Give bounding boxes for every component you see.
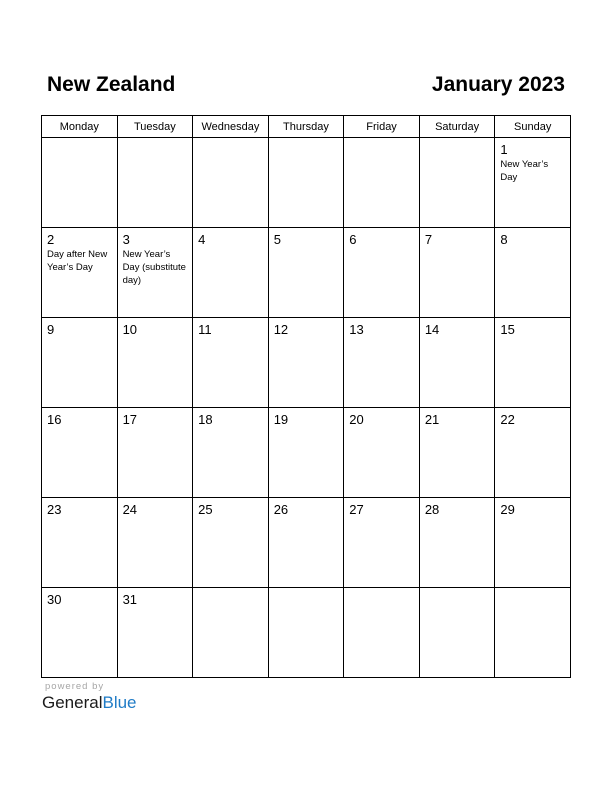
day-number: 7: [424, 232, 433, 247]
weekday-thursday: Thursday: [268, 116, 344, 138]
day-number: 18: [198, 412, 213, 427]
day-number: 15: [500, 322, 515, 337]
day-number: 11: [198, 322, 212, 337]
day-cell: [42, 228, 118, 318]
holiday-label: New Year’s Day (substitute day): [122, 249, 186, 286]
powered-by-text: powered by: [45, 681, 105, 692]
day-number: 20: [349, 412, 364, 427]
day-cell: [344, 318, 420, 408]
calendar-grid: [41, 115, 571, 678]
day-cell: [419, 408, 495, 498]
day-cell: [268, 228, 344, 318]
day-number: 4: [198, 232, 206, 247]
day-cell: [117, 588, 193, 678]
day-cell: [117, 318, 193, 408]
day-cell: [344, 498, 420, 588]
footer: [42, 681, 137, 713]
day-number: 5: [273, 232, 281, 247]
day-cell: [268, 408, 344, 498]
week-row: [42, 408, 571, 498]
day-cell: [42, 498, 118, 588]
day-cell: [193, 228, 269, 318]
logo-blue-text: Blue: [102, 693, 137, 712]
generalblue-logo[interactable]: [42, 693, 137, 713]
empty-day-cell: [42, 138, 118, 228]
day-cell: [268, 318, 344, 408]
day-number: 8: [500, 232, 508, 247]
empty-day-cell: [268, 588, 344, 678]
week-row: [42, 498, 571, 588]
day-cell: [495, 498, 571, 588]
day-number: 31: [122, 592, 138, 607]
weekday-wednesday: Wednesday: [193, 116, 269, 138]
weekday-header-row: [42, 116, 571, 138]
weekday-monday: Monday: [42, 116, 118, 138]
day-cell: [419, 228, 495, 318]
day-number: 23: [47, 502, 62, 517]
day-number: 16: [47, 412, 62, 427]
day-number: 28: [424, 502, 440, 517]
day-number: 24: [122, 502, 138, 517]
day-number: 22: [500, 412, 515, 427]
weekday-saturday: Saturday: [419, 116, 495, 138]
empty-day-cell: [117, 138, 193, 228]
day-number: 27: [349, 502, 364, 517]
day-number: 1: [500, 142, 508, 157]
day-number: 25: [198, 502, 213, 517]
empty-day-cell: [344, 138, 420, 228]
day-cell: [495, 138, 571, 228]
calendar-body: [42, 138, 571, 678]
day-cell: [344, 408, 420, 498]
day-number: 30: [47, 592, 62, 607]
weekday-tuesday: Tuesday: [117, 116, 193, 138]
empty-day-cell: [193, 138, 269, 228]
day-cell: [42, 588, 118, 678]
day-cell: [193, 318, 269, 408]
day-cell: [419, 318, 495, 408]
day-number: 26: [273, 502, 289, 517]
empty-day-cell: [268, 138, 344, 228]
day-cell: [42, 408, 118, 498]
logo-general-text: General: [42, 693, 103, 712]
day-cell: [117, 408, 193, 498]
day-number: 3: [122, 232, 130, 247]
day-number: 10: [122, 322, 138, 337]
empty-day-cell: [193, 588, 269, 678]
day-cell: [495, 408, 571, 498]
empty-day-cell: [344, 588, 420, 678]
day-number: 21: [424, 412, 440, 427]
day-number: 14: [424, 322, 440, 337]
day-cell: [117, 228, 193, 318]
day-number: 6: [349, 232, 357, 247]
weekday-sunday: Sunday: [495, 116, 571, 138]
empty-day-cell: [419, 138, 495, 228]
day-cell: [268, 498, 344, 588]
day-cell: [419, 498, 495, 588]
day-cell: [344, 228, 420, 318]
holiday-label: Day after New Year’s Day: [47, 249, 108, 273]
empty-day-cell: [495, 588, 571, 678]
week-row: [42, 318, 571, 408]
day-number: 12: [273, 322, 289, 337]
day-cell: [193, 408, 269, 498]
day-cell: [495, 228, 571, 318]
day-cell: [117, 498, 193, 588]
day-number: 9: [47, 322, 55, 337]
week-row: [42, 138, 571, 228]
day-number: 29: [500, 502, 515, 517]
week-row: [42, 588, 571, 678]
day-cell: [495, 318, 571, 408]
weekday-friday: Friday: [344, 116, 420, 138]
day-cell: [193, 498, 269, 588]
day-cell: [42, 318, 118, 408]
country-title: New Zealand: [47, 73, 176, 96]
holiday-label: New Year’s Day: [500, 159, 549, 183]
day-number: 17: [122, 412, 138, 427]
empty-day-cell: [419, 588, 495, 678]
calendar-header: [47, 70, 565, 100]
week-row: [42, 228, 571, 318]
day-number: 19: [273, 412, 289, 427]
month-year-title: January 2023: [431, 73, 565, 96]
day-number: 2: [47, 232, 55, 247]
day-number: 13: [349, 322, 364, 337]
